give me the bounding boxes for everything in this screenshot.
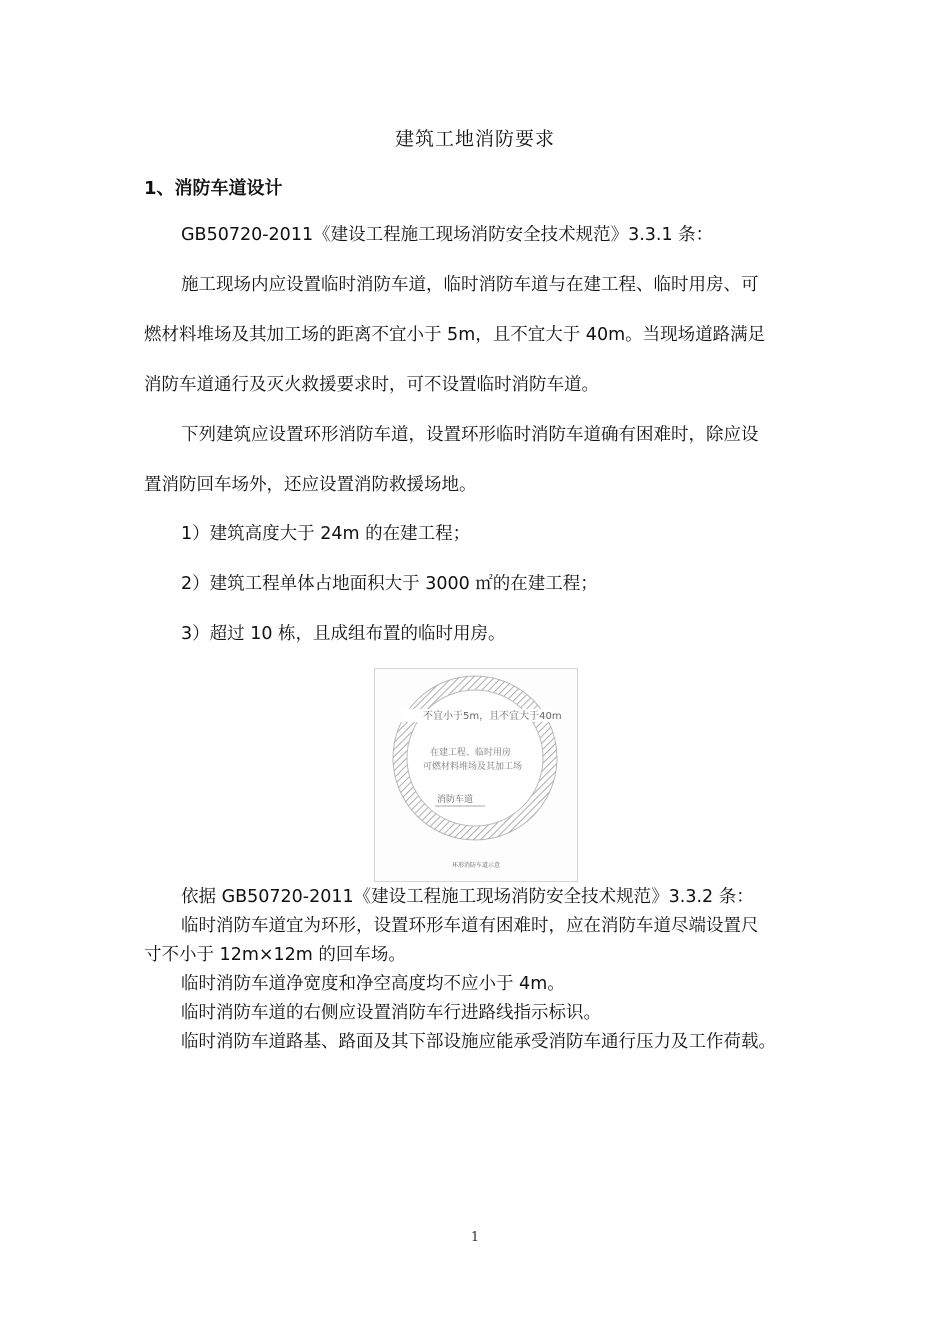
paragraph-line: 临时消防车道的右侧应设置消防车行进路线指示标识。	[181, 1003, 601, 1023]
section-heading: 1、消防车道设计	[144, 178, 283, 199]
paragraph-line: 临时消防车道宜为环形，设置环形车道有困难时，应在消防车道尽端设置尺	[181, 916, 759, 936]
document-title: 建筑工地消防要求	[394, 128, 555, 150]
page-number: 1	[470, 1230, 480, 1245]
paragraph-line: 燃材料堆场及其加工场的距离不宜小于 5m，且不宜大于 40m。当现场道路满足	[144, 325, 766, 345]
paragraph-standard-ref-2: 依据 GB50720-2011《建设工程施工现场消防安全技术规范》3.3.2 条：	[181, 887, 754, 907]
paragraph-line: 施工现场内应设置临时消防车道，临时消防车道与在建工程、临时用房、可	[181, 275, 759, 295]
distance-label: 不宜小于5m，且不宜大于40m	[423, 711, 562, 722]
list-item: 1）建筑高度大于 24m 的在建工程；	[181, 524, 471, 544]
center-label-line1: 在建工程、临时用房	[430, 748, 512, 758]
paragraph-line: 置消防回车场外，还应设置消防救援场地。	[144, 475, 477, 495]
figure-caption: 环形消防车道示意	[451, 862, 501, 869]
paragraph-line: 消防车道通行及灭火救援要求时，可不设置临时消防车道。	[144, 375, 599, 395]
list-item: 3）超过 10 栋，且成组布置的临时用房。	[181, 624, 506, 644]
paragraph-standard-ref: GB50720-2011《建设工程施工现场消防安全技术规范》3.3.1 条：	[181, 225, 714, 245]
list-item: 2）建筑工程单体占地面积大于 3000 ㎡的在建工程；	[181, 574, 598, 594]
ring-road-svg	[375, 669, 577, 881]
paragraph-line: 临时消防车道净宽度和净空高度均不应小于 4m。	[181, 974, 565, 994]
ring-road-diagram	[374, 668, 578, 882]
road-label: 消防车道	[437, 795, 474, 805]
paragraph-line: 寸不小于 12m×12m 的回车场。	[144, 945, 406, 965]
paragraph-line: 临时消防车道路基、路面及其下部设施应能承受消防车通行压力及工作荷载。	[181, 1032, 776, 1052]
paragraph-line: 下列建筑应设置环形消防车道，设置环形临时消防车道确有困难时，除应设	[181, 425, 759, 445]
center-label-line2: 可燃材料堆场及其加工场	[423, 762, 523, 772]
